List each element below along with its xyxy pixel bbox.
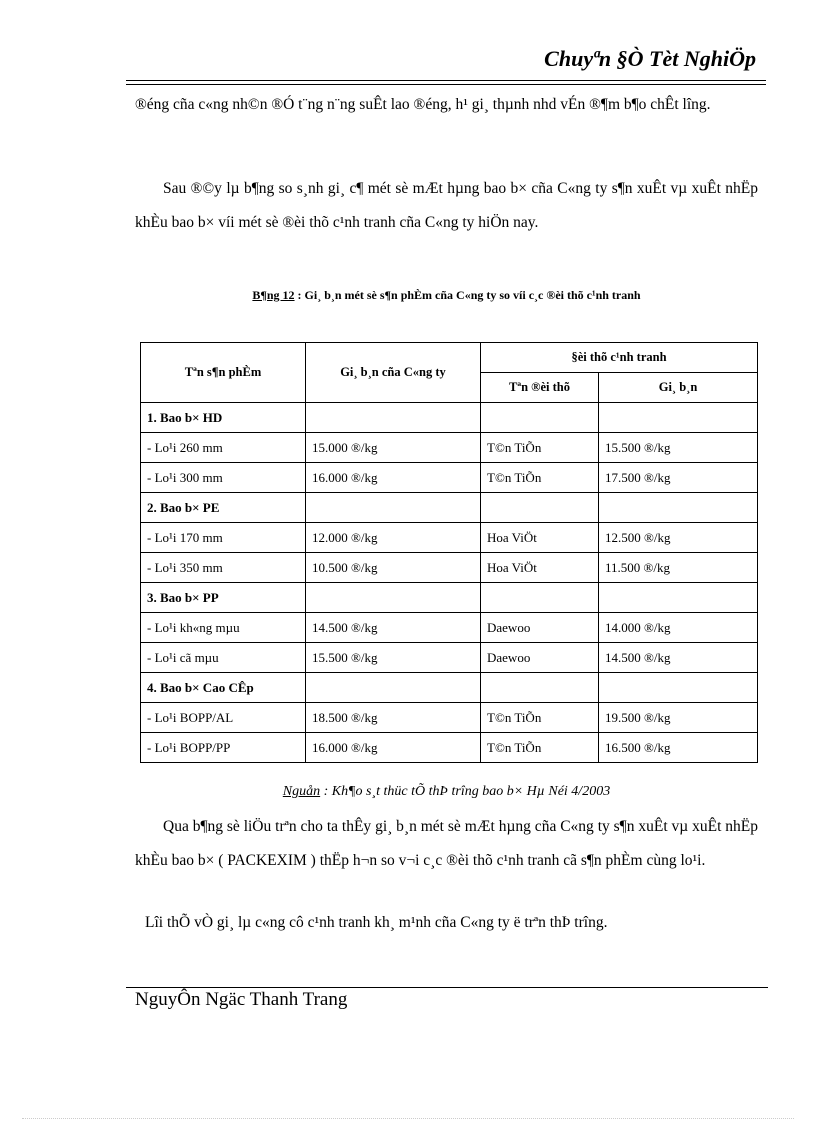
table-body — [141, 403, 758, 763]
cell-company-price: 14.500 ®/kg — [306, 613, 481, 643]
cell-product: - Lo¹i kh«ng mµu — [141, 613, 306, 643]
table-row — [141, 733, 758, 763]
cell-empty — [306, 583, 481, 613]
cell-empty — [306, 403, 481, 433]
cell-empty — [481, 403, 599, 433]
table-group-row — [141, 403, 758, 433]
cell-product: - Lo¹i 350 mm — [141, 553, 306, 583]
cell-product: - Lo¹i BOPP/AL — [141, 703, 306, 733]
source-label: Nguån — [282, 784, 321, 799]
table-group-row — [141, 673, 758, 703]
cell-company-price: 16.000 ®/kg — [306, 733, 481, 763]
cell-product: - Lo¹i 260 mm — [141, 433, 306, 463]
cell-empty — [599, 403, 758, 433]
paragraph-2: Sau ®©y lµ b¶ng so s¸nh gi¸ c¶ mét sè mÆt hµng bao b× cña C«ng ty s¶n xuÊt vµ xuÊt nhËp khÈu bao b× víi mét sè ®èi thõ c¹nh tranh cña C«ng ty hiÖn nay. — [135, 180, 758, 231]
cell-competitor-price: 11.500 ®/kg — [599, 553, 758, 583]
cell-company-price: 15.000 ®/kg — [306, 433, 481, 463]
cell-competitor-name: Daewoo — [481, 643, 599, 673]
cell-product: - Lo¹i cã mµu — [141, 643, 306, 673]
cell-group-name: 3. Bao b× PP — [141, 583, 306, 613]
cell-competitor-name: Hoa ViÖt — [481, 523, 599, 553]
cell-competitor-name: T©n TiÕn — [481, 733, 599, 763]
cell-company-price: 18.500 ®/kg — [306, 703, 481, 733]
cell-empty — [599, 583, 758, 613]
table-caption-text: : Gi¸ b¸n mét sè s¶n phÈm cña C«ng ty so víi c¸c ®èi thõ c¹nh tranh — [294, 288, 641, 302]
table-row — [141, 613, 758, 643]
table-caption-label: B¶ng 12 — [252, 288, 295, 302]
cell-company-price: 16.000 ®/kg — [306, 463, 481, 493]
cell-empty — [481, 583, 599, 613]
cell-competitor-name: Daewoo — [481, 613, 599, 643]
header-competitor-group: §èi thõ c¹nh tranh — [481, 343, 758, 373]
table-group-row — [141, 493, 758, 523]
header-competitor-name: Tªn ®èi thõ — [481, 373, 599, 403]
page-header-title: Chuyªn §Ò Tèt NghiÖp — [544, 46, 756, 71]
paragraph-1: ®éng cña c«ng nh©n ®Ó t¨ng n¨ng suÊt lao ®éng, h¹ gi¸ thµnh nhd vÉn ®¶m b¶o chÊt lîng. — [135, 96, 711, 113]
table-row — [141, 643, 758, 673]
cell-empty — [481, 493, 599, 523]
cell-empty — [599, 493, 758, 523]
header-competitor-price: Gi¸ b¸n — [599, 373, 758, 403]
cell-company-price: 15.500 ®/kg — [306, 643, 481, 673]
cell-empty — [306, 673, 481, 703]
cell-company-price: 12.000 ®/kg — [306, 523, 481, 553]
cell-competitor-name: T©n TiÕn — [481, 433, 599, 463]
cell-competitor-price: 17.500 ®/kg — [599, 463, 758, 493]
header-product: Tªn s¶n phÈm — [141, 343, 306, 403]
cell-company-price: 10.500 ®/kg — [306, 553, 481, 583]
source-text: : Kh¶o s¸t thüc tÕ thÞ trîng bao b× Hµ Néi 4/2003 — [320, 784, 611, 799]
table-row — [141, 553, 758, 583]
table-group-row — [141, 583, 758, 613]
cell-group-name: 1. Bao b× HD — [141, 403, 306, 433]
price-comparison-table — [140, 342, 758, 763]
cell-competitor-name: T©n TiÕn — [481, 463, 599, 493]
header-company-price: Gi¸ b¸n cña C«ng ty — [306, 343, 481, 403]
cell-competitor-price: 12.500 ®/kg — [599, 523, 758, 553]
cell-product: - Lo¹i BOPP/PP — [141, 733, 306, 763]
cell-competitor-name: T©n TiÕn — [481, 703, 599, 733]
cell-competitor-price: 19.500 ®/kg — [599, 703, 758, 733]
table-row — [141, 523, 758, 553]
table-row — [141, 703, 758, 733]
page-bottom-border — [22, 1118, 794, 1119]
footer-author: NguyÔn Ngäc Thanh Trang — [135, 989, 348, 1010]
cell-empty — [481, 673, 599, 703]
table-caption — [135, 288, 758, 303]
table-row — [141, 463, 758, 493]
cell-group-name: 2. Bao b× PE — [141, 493, 306, 523]
table-source — [135, 784, 758, 800]
cell-group-name: 4. Bao b× Cao CÊp — [141, 673, 306, 703]
header-rule-double — [126, 84, 766, 85]
cell-empty — [599, 673, 758, 703]
cell-competitor-name: Hoa ViÖt — [481, 553, 599, 583]
table-row — [141, 433, 758, 463]
cell-competitor-price: 16.500 ®/kg — [599, 733, 758, 763]
cell-product: - Lo¹i 300 mm — [141, 463, 306, 493]
header-rule — [126, 80, 766, 81]
paragraph-3: Qua b¶ng sè liÖu trªn cho ta thÊy gi¸ b¸n mét sè mÆt hµng cña C«ng ty s¶n xuÊt vµ xuÊt nhËp khÈu bao b× ( PACKEXIM ) thËp h¬n so v¬i c¸c ®èi thõ c¹nh tranh cã s¶n phÈm cùng lo¹i. — [135, 818, 758, 869]
paragraph-4: Lîi thÕ vÒ gi¸ lµ c«ng cô c¹nh tranh kh¸ m¹nh cña C«ng ty ë trªn thÞ trîng. — [145, 914, 608, 931]
cell-competitor-price: 14.000 ®/kg — [599, 613, 758, 643]
cell-empty — [306, 493, 481, 523]
cell-competitor-price: 15.500 ®/kg — [599, 433, 758, 463]
cell-product: - Lo¹i 170 mm — [141, 523, 306, 553]
cell-competitor-price: 14.500 ®/kg — [599, 643, 758, 673]
